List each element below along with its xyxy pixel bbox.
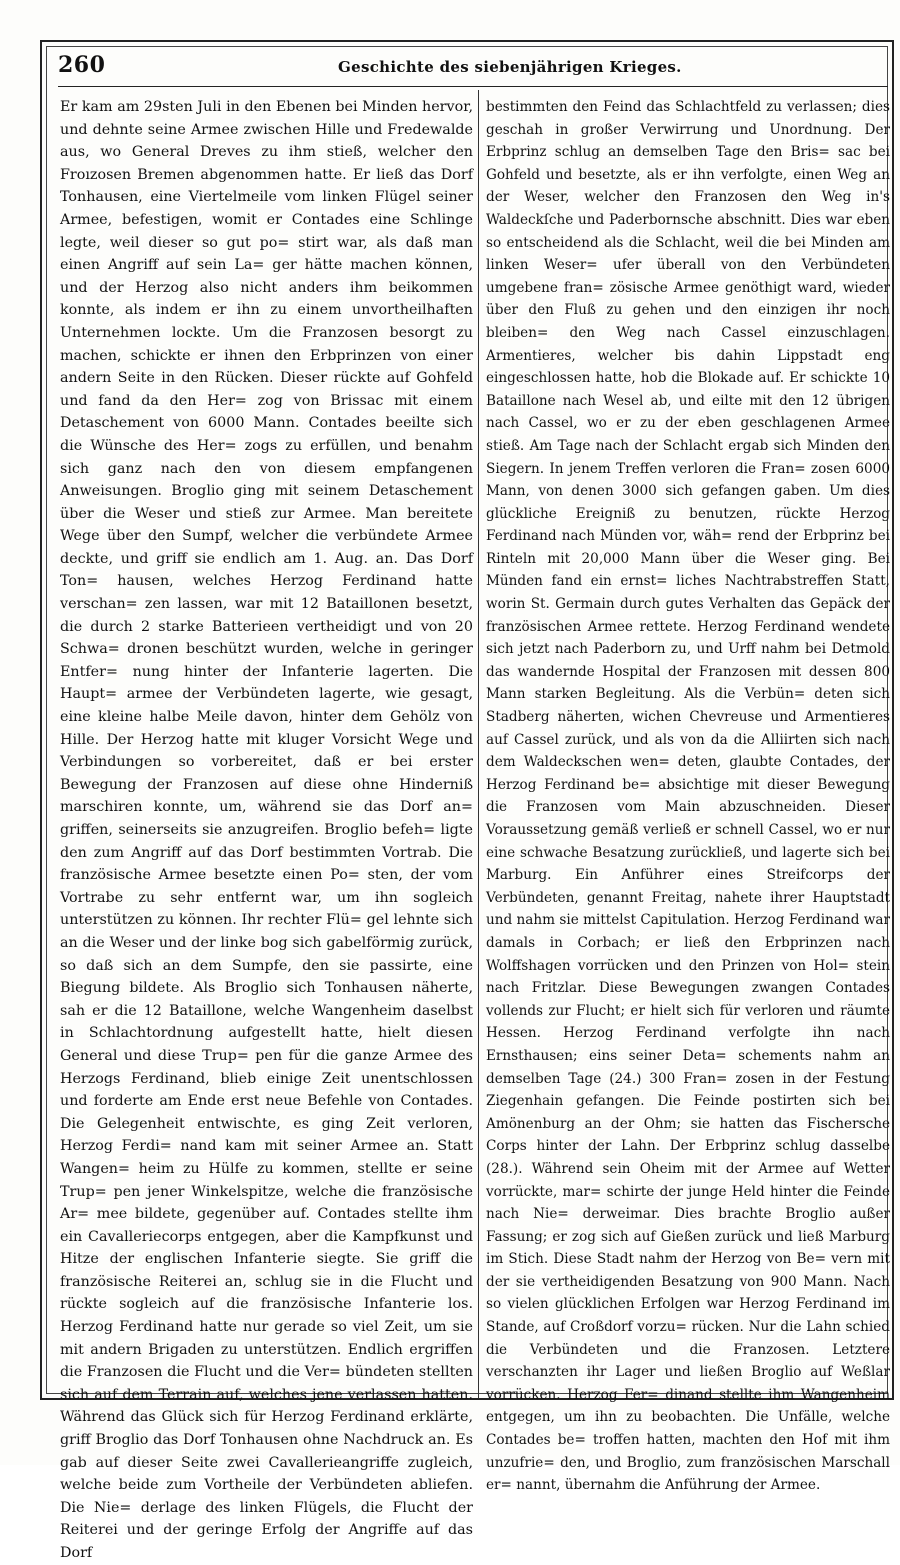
right-column <box>486 96 890 1494</box>
left-column-text: Er kam am 29sten Juli in den Ebenen bei Minden hervor, und dehnte seine Armee zwischen Hille und Fredewalde aus, wo General Dreves zu ihm stieß, welcher den Fr͏o͏ızosen Bremen abgenommen hatte. Er ließ das Dorf Tonhausen, eine Viertelmeile vom linken Flügel seiner Armee, befestigen, womit er Contades eine Schlinge legte, weil dieser so gut po= stirt war, als daß man einen Angriff auf sein La= ger hätte machen können, und der Herzog also nicht anders ihm beikommen konnte, als indem er ihn zu einem unvortheilhaften Unternehmen lockte. Um die Franzosen besorgt zu machen, schickte er ihnen den Erbprinzen von einer andern Seite in den Rücken. Dieser rückte auf Gohfeld und fand da den Her= zog von Brissac mit einem Detaschement von 6000 Mann. Contades beeilte sich die Wünsche des Her= zogs zu erfüllen, und benahm sich ganz nach den von diesem empfangenen Anweisungen. Broglio ging mit seinem Detaschement über die Weser und stieß zur Armee. Man bereitete Wege über den Sumpf, welcher die verbündete Armee deckte, und griff sie endlich am 1. Aug. an. Das Dorf Ton= hausen, welches Herzog Ferdinand hatte verschan= zen lassen, war mit 12 Bataillonen besetzt, die durch 2 starke Batterieen vertheidigt und von 20 Schwa= dronen beschützt wurden, welche in geringer Entfer= nung hinter der Infanterie lagerten. Die Haupt= armee der Verbündeten lagerte, wie gesagt, eine kleine halbe Meile davon, hinter dem Gehölz von Hille. Der Herzog hatte mit kluger Vorsicht Wege und Verbindungen so vorbereitet, daß er bei erster Bewegung der Franzosen auf diese ohne Hinderniß marschiren konnte, um, während sie das Dorf an= griffen, seinerseits sie anzugreifen. Broglio befeh= ligte den zum Angriff auf das Dorf bestimmten Vortrab. Die französische Armee besetzte einen Po= sten, der vom Vortrabe zu sehr entfernt war, um ihn sogleich unterstützen zu können. Ihr rechter Flü= gel lehnte sich an die Weser und der linke bog sich gabelförmig zurück, so daß sich an dem Sumpfe, den sie passirte, eine Biegung bildete. Als Broglio sich Tonhausen näherte, sah er die 12 Bataillone, welche Wangenheim daselbst in Schlachtordnung aufgestellt hatte, hielt diesen General und diese Trup= pen für die ganze Armee des Herzogs Ferdinand, blieb einige Zeit unentschlossen und forderte am Ende erst neue Befehle von Contades. Die Gelegenheit entwischte, es ging Zeit verloren, Herzog Ferdi= nand kam mit seiner Armee an. Statt Wangen= heim zu Hülfe zu kommen, stellte er seine Trup= pen jener Winkelspitze, welche die französische Ar= mee bildete, gegenüber auf. Contades stellte ihm ein Cavalleriecorps entgegen, aber die Kampfkunst und Hitze der englischen Infanterie siegte. Sie griff die französische Reiterei an, schlug sie in die Flucht und rückte sogleich auf die französische Infanterie los. Herzog Ferdinand hatte nur gerade so viel Zeit, um sie mit andern Brigaden zu unterstützen. Endlich ergriffen die Franzosen die Flucht und die Ver= bündeten stellten sich auf dem Terrain auf, welches jene verlassen hatten. Während das Glück sich für Herzog Ferdinand erklärte, griff Broglio das Dorf Tonhausen ohne Nachdruck an. Es gab auf dieser Seite zwei Cavallerieangriffe zugleich, welche beide zum Vortheile der Verbündeten abliefen. Die Nie= derlage des linken Flügels, die Flucht der Reiterei und der geringe Erfolg der Angriffe auf das Dorf <box>60 99 473 1561</box>
right-column-text: bestimmten den Feind das Schlachtfeld zu verlassen; dies geschah in großer Verwirrung und Unordnung. Der Erbprinz schlug an demselben Tage den Bris= sac bei Gohfeld und besetzte, als er ihn verfolgte, einen Weg an der Weser, welcher den Franzosen den Weg in's Waldeckſche und Paderbornsche abschnitt. Dies war eben so entscheidend als die Schlacht, weil die bei Minden am linken Weser= ufer überall von den Verbündeten umgebene fran= zösische Armee genöthigt ward, wieder über den Fluß zu gehen und den einzigen ihr noch bleiben= den Weg nach Cassel einzuschlagen. Armentieres, welcher bis dahin Lippstadt eng eingeschlossen hatte, hob die Blokade auf. Er schickte 10 Bataillone nach Wesel ab, und eilte mit den 12 übrigen nach Cassel, wo er zu der eben geschlagenen Armee stieß. Am Tage nach der Schlacht ergab sich Minden den Siegern. In jenem Treffen verloren die Fran= zosen 6000 Mann, von denen 3000 sich gefangen gaben. Um dies glückliche Ereigniß zu benutzen, rückte Herzog Ferdinand nach Münden vor, wäh= rend der Erbprinz bei Rinteln mit 20,000 Mann über die Weser ging. Bei Münden fand ein ernst= liches Nachtrabstreffen Statt, worin St. Germain durch gutes Verhalten das Gepäck der französischen Armee rettete. Herzog Ferdinand wendete sich jetzt nach Paderborn zu, und Urff nahm bei Detmold das wandernde Hospital der Franzosen mit dessen 800 Mann starken Begleitung. Als die Verbün= deten sich Stadberg näherten, wichen Chevreuse und Armentieres auf Cassel zurück, und als von da die Alliirten sich nach dem Waldeckschen wen= deten, glaubte Contades, der Herzog Ferdinand be= absichtige mit dieser Bewegung die Franzosen vom Main abzuschneiden. Dieser Voraussetzung gemäß verließ er schnell Cassel, wo er nur eine schwache Besatzung zurückließ, und lagerte sich bei Marburg. Ein Anführer eines Streifcorps der Verbündeten, genannt Freitag, nahete ihrer Hauptstadt und nahm sie mittelst Capitulation. Herzog Ferdinand war damals in Corbach; er ließ den Erbprinzen nach Wolffshagen vorrücken und den Prinzen von Hol= stein nach Fritzlar. Diese Bewegungen zwangen Contades vollends zur Flucht; er hielt sich für verloren und räumte Hessen. Herzog Ferdinand verfolgte ihn nach Ernsthausen; eins seiner Deta= schements nahm an demselben Tage (24.) 300 Fran= zosen in der Festung Ziegenhain gefangen. Die Feinde postirten sich bei Amönenburg an der Ohm; sie hatten das Fischersche Corps hinter der Lahn. Der Erbprinz schlug dasselbe (28.). Während sein Oheim mit der Armee auf Wetter vorrückte, mar= schirte der junge Held hinter die Feinde nach Nie= derweimar. Dies brachte Broglio außer Fassung; er zog sich auf Gießen zurück und ließ Marburg im Stich. Diese Stadt nahm der Herzog von Be= vern mit der sie vertheidigenden Besatzung von 900 Mann. Nach so vielen glücklichen Erfolgen war Herzog Ferdinand im Stande, auf Croßdorf vorzu= rücken. Nur die Lahn schied die Verbündeten und die Franzosen. Letztere verschanzten ihr Lager und ließen Broglio auf Weßlar vorrücken. Herzog Fer= dinand stellte ihm Wangenheim entgegen, um ihn zu beobachten. Die Unfälle, welche Contades be= troffen hatten, machten den Hof mit ihm unzufrie= den, und Broglio, zum französischen Marschall er= nannt, übernahm die Anführung der Armee. <box>486 99 890 1494</box>
left-column <box>60 96 473 1561</box>
page-number: 260 <box>58 52 106 78</box>
running-title: Geschichte des siebenjährigen Krieges. <box>338 58 682 76</box>
header-rule <box>58 86 888 87</box>
column-divider <box>478 90 479 1398</box>
page-header <box>58 52 888 88</box>
